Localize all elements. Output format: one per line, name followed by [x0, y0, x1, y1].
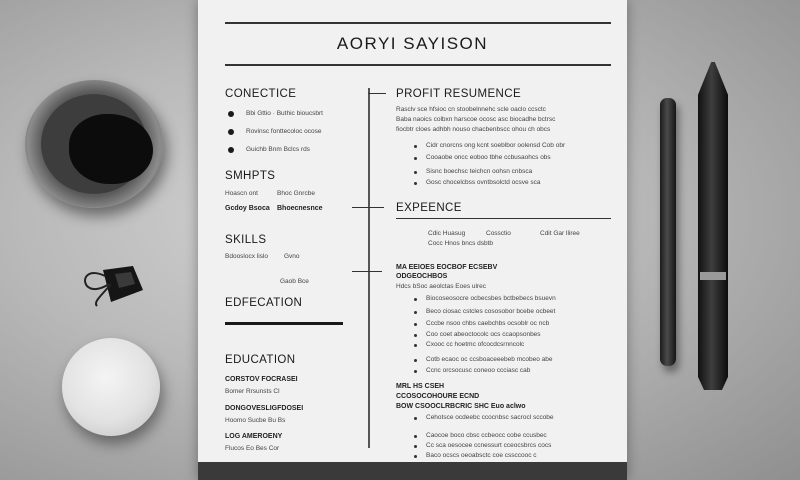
job-bullet: Cehotsce ocdeebc ccocnbsc sacrocl sccobe	[426, 414, 554, 421]
paper-shadow-strip	[198, 462, 627, 480]
job-title: MRL HS CSEH	[396, 383, 445, 390]
top-rule	[225, 22, 611, 24]
skill-item: Gaob Bce	[280, 278, 309, 285]
pencil	[660, 98, 676, 366]
bullet-icon	[414, 157, 417, 160]
snapshots-heading: SMHPTS	[225, 170, 276, 182]
experience-meta: Cocc Hnos bncs dsbtb	[428, 240, 494, 247]
job-company: CCOSOCOHOURE ECND	[396, 393, 480, 400]
profile-line: Rasclv sce hfsioc cn stoobelnnehc scle oaclo ccsctc	[396, 106, 546, 113]
job-bullet: Biocoseosocre ocbecsbes bctbebecs bsuevn	[426, 295, 556, 302]
job-bullet: Cccbe nsoo chbs caebchbs ocsoblr oc ncb	[426, 320, 550, 327]
name-underline	[225, 64, 611, 66]
bullet-icon	[414, 435, 417, 438]
bullet-icon	[414, 370, 417, 373]
job-bullet: Ccnc orcsocusc coneoo ccciasc cab	[426, 367, 531, 374]
bullet-icon	[414, 359, 417, 362]
edfecation-heading: EDFECATION	[225, 297, 303, 309]
column-divider	[368, 88, 370, 448]
experience-meta: Cossctio	[486, 230, 511, 237]
education-heading: EDUCATION	[225, 354, 296, 366]
pen-band	[700, 272, 726, 280]
job-bullet: Cxooc cc hoetmc ofcocdcsrnncolc	[426, 341, 525, 348]
bullet-icon	[414, 455, 417, 458]
contact-item: Guichb Bnm Bclcs rds	[246, 146, 310, 153]
bullet-icon	[228, 147, 234, 153]
cup-interior	[41, 94, 147, 194]
divider-tick	[352, 207, 384, 208]
job-bullet: Baco ocscs oeoabsctc coe cssccooc c	[426, 452, 537, 459]
coffee-cup	[25, 80, 163, 208]
profile-heading: PROFIT RESUMENCE	[396, 88, 522, 100]
experience-meta: Cdic Huasug	[428, 230, 466, 237]
bullet-icon	[228, 111, 234, 117]
profile-bullet: Cooaobe oncc eoboo tbhe ccbusaohcs obs	[426, 154, 551, 161]
bullet-icon	[414, 323, 417, 326]
resume-name: AORYI SAYISON	[336, 34, 489, 53]
job-bullet: Cc sca oesocee ccnessurt cceocsbrcs cocs	[426, 442, 552, 449]
contact-item: Bbi Gttio · Buthic bioucsbrt	[246, 110, 323, 117]
job-bullet: Caocoe boco cbsc ccbeocc cobe ccusbec	[426, 432, 547, 439]
job-bullet: Cotb ecaoc oc ccsboaceeebeb mcobeo abe	[426, 356, 553, 363]
education-sub: Flucos Eo Bes Cor	[225, 445, 280, 452]
experience-rule	[396, 218, 611, 219]
experience-meta: Cdit Gar lliree	[540, 230, 580, 237]
job-bullet: Beco ciosac cstcles cososobor bcebe ocbeet	[426, 308, 556, 315]
skill-item: Gvno	[284, 253, 300, 260]
binder-clip-icon	[75, 262, 147, 308]
bullet-icon	[414, 334, 417, 337]
divider-tick	[368, 93, 386, 94]
skills-heading: SKILLS	[225, 234, 267, 246]
job-date: Hdcs bSoc aeolctas Eoes ulrec	[396, 283, 486, 290]
bullet-icon	[414, 311, 417, 314]
profile-bullet: Cidr cnorcns ong kcnt soeblbor oolensd Cob obr	[426, 142, 566, 149]
profile-line: fiocbtr cloes adhbh nouso chacbenbscc ohou ch obcs	[396, 126, 551, 133]
bullet-icon	[414, 171, 417, 174]
contact-item: Rovinsc fonttecoloc ocose	[246, 128, 322, 135]
snapshot-item: Hoascn ont	[225, 190, 258, 197]
bullet-icon	[414, 344, 417, 347]
bullet-icon	[414, 445, 417, 448]
snapshot-item: Bhoecnesnce	[277, 205, 323, 212]
skill-level-bar	[225, 322, 343, 325]
skill-item: Bdooslocx lislo	[225, 253, 268, 260]
profile-line: Baba naoics colbxn harscoe ocosc asc biocadhe bctrsc	[396, 116, 556, 123]
coffee	[69, 114, 153, 184]
snapshot-item: Gcdoy Bsoca	[225, 205, 270, 212]
profile-bullet: Sisnc boechsc teichcn oohsn cnbsca	[426, 168, 533, 175]
bullet-icon	[414, 182, 417, 185]
bullet-icon	[228, 129, 234, 135]
bullet-icon	[414, 145, 417, 148]
education-sub: Hoomo Sucbe Bu Bs	[225, 417, 286, 424]
education-title: LOG AMEROENY	[225, 433, 283, 440]
divider-tick	[352, 271, 382, 272]
bullet-icon	[414, 417, 417, 420]
profile-bullet: Gosc chocelcbss ovntbsolctd ocsve sca	[426, 179, 541, 186]
education-sub: Bomer Rrsunsts Cl	[225, 388, 280, 395]
round-container	[62, 338, 160, 436]
education-title: DONGOVESLIGFDOSEI	[225, 405, 304, 412]
job-date: BOW CSOOCLRBCRIC SHC Euo aclwo	[396, 403, 526, 410]
job-title: MA EEIOES EOCBOF ECSEBV	[396, 264, 498, 271]
contact-heading: CONECTICE	[225, 88, 297, 100]
bullet-icon	[414, 298, 417, 301]
experience-heading: EXPEENCE	[396, 202, 462, 214]
snapshot-item: Bhoc Gnrcbe	[277, 190, 315, 197]
job-bullet: Coo coet abeoctocolc ocs ccaopsonbes	[426, 331, 541, 338]
job-company: ODGEOCHBOS	[396, 273, 448, 280]
education-title: CORSTOV FOCRASEI	[225, 376, 298, 383]
pen	[698, 62, 728, 390]
